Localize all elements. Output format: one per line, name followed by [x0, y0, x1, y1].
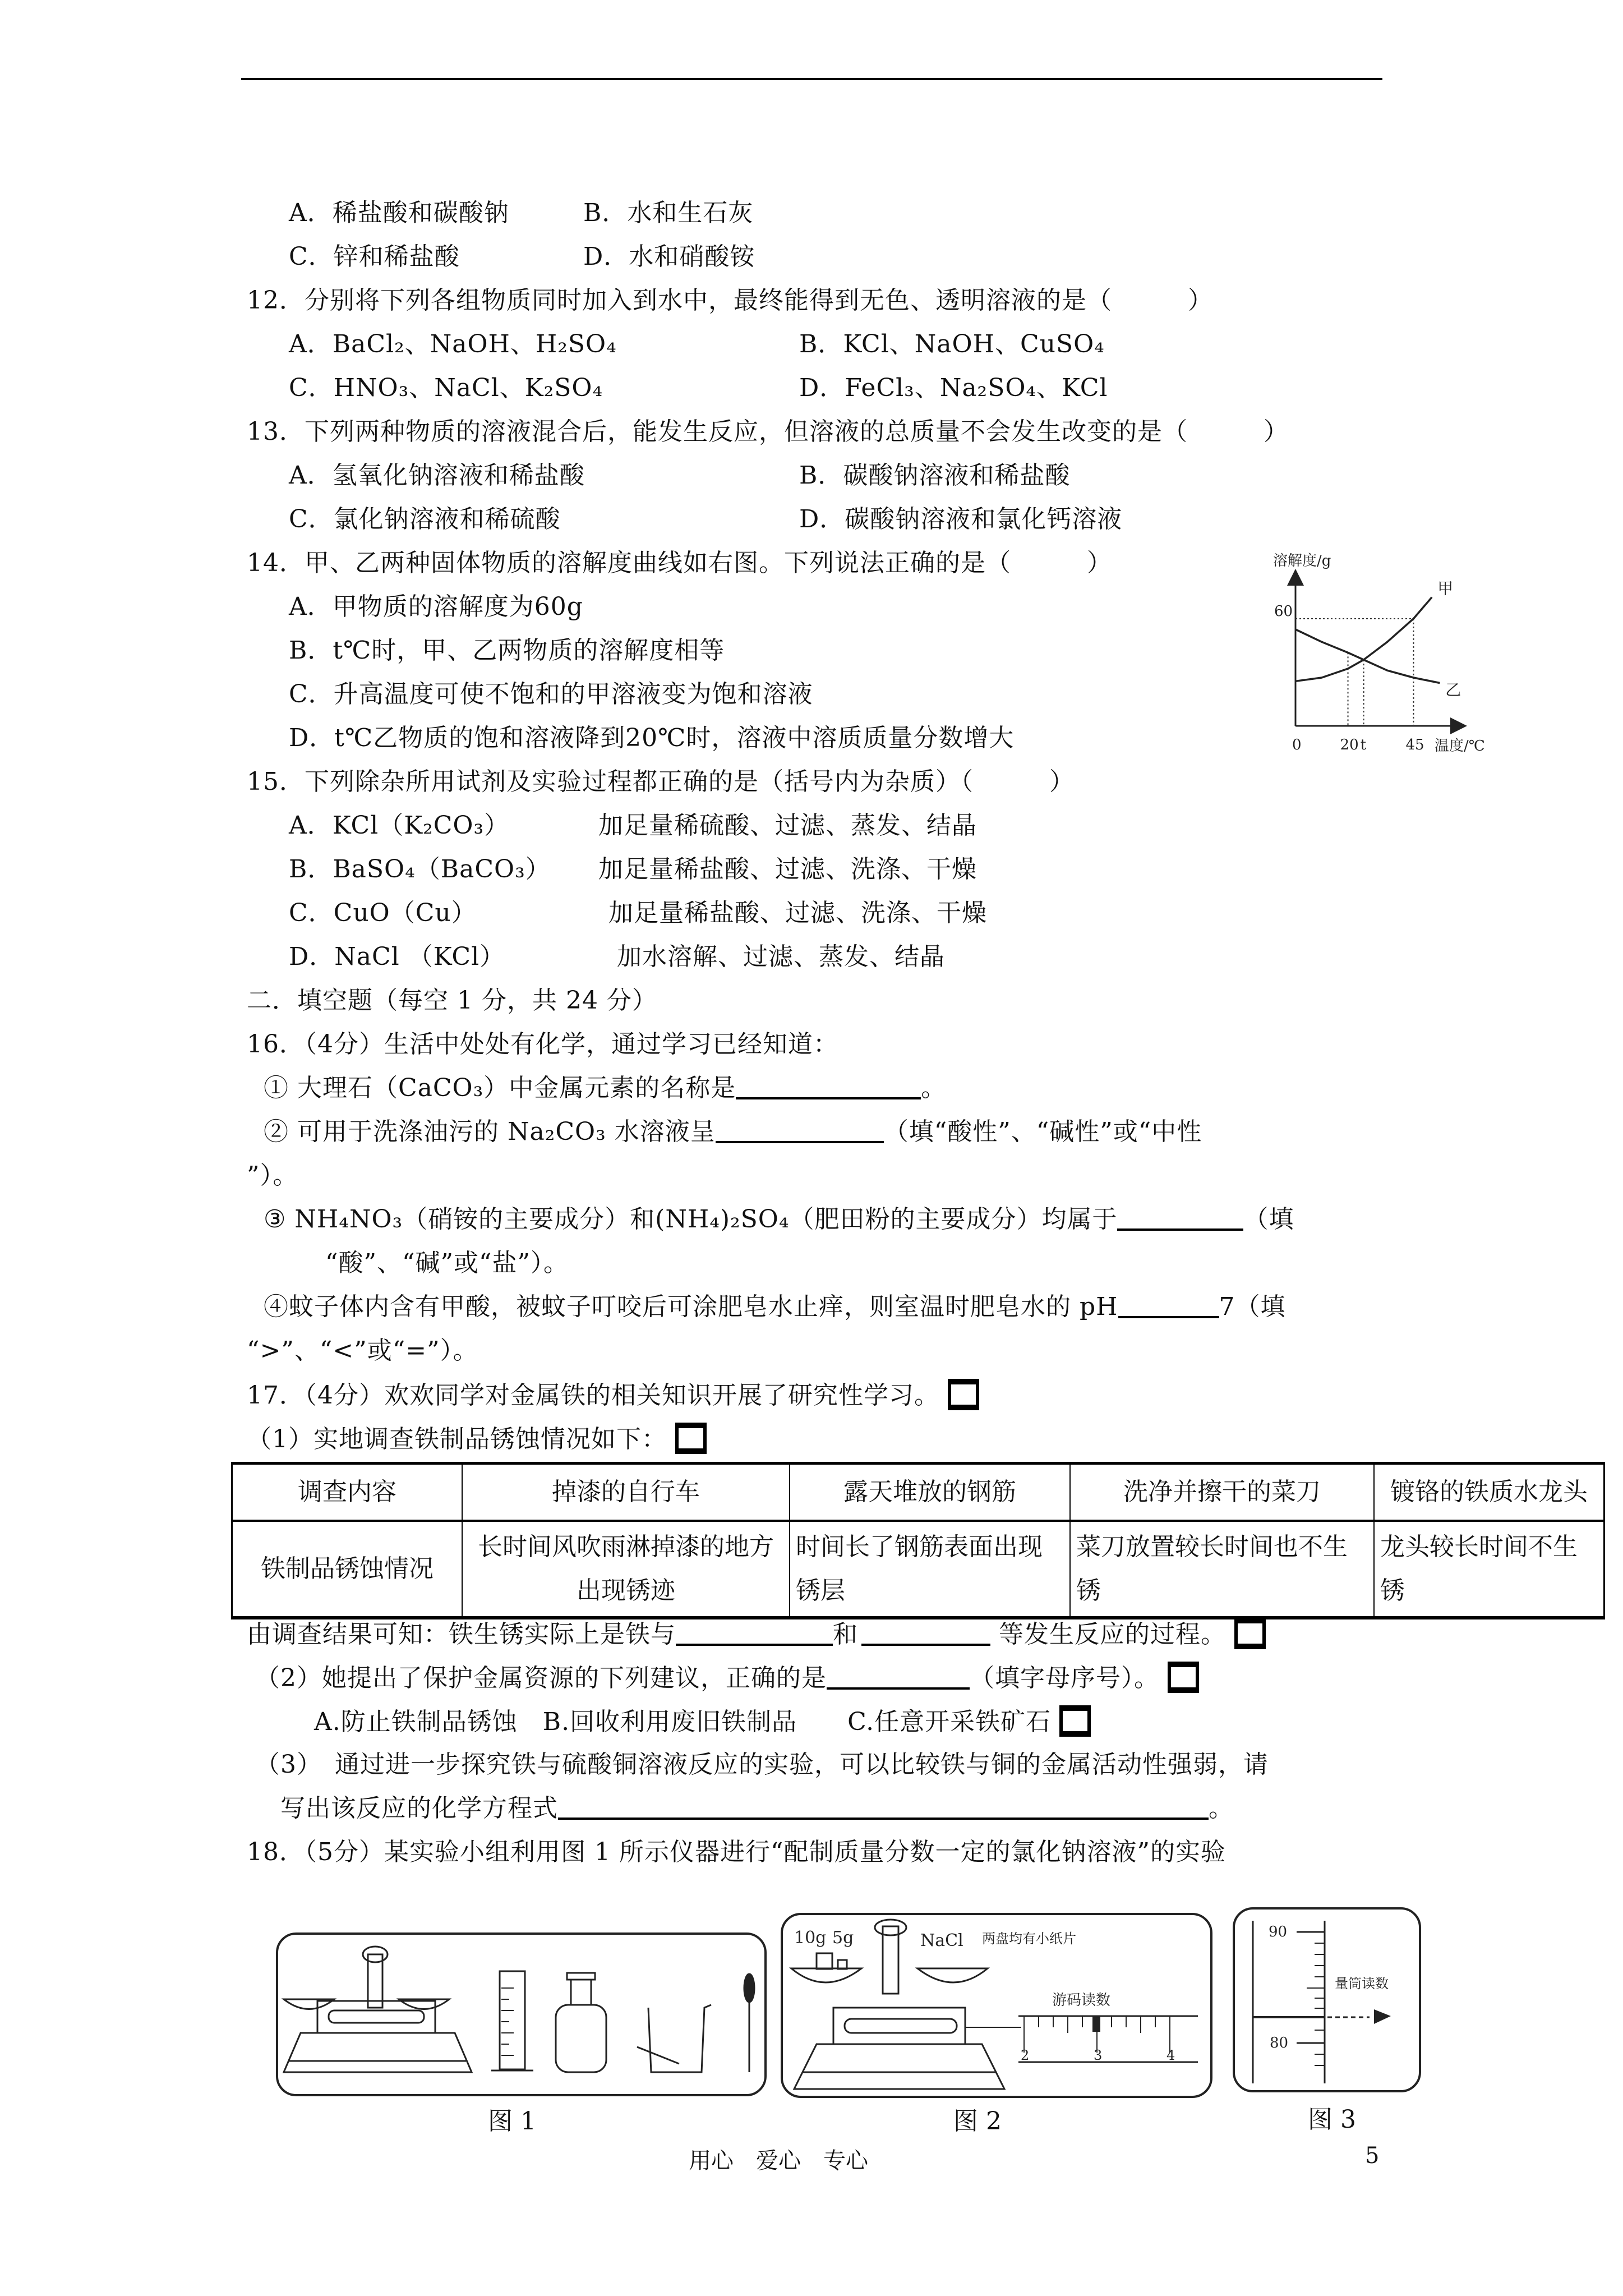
scale-80: 80 — [1270, 2035, 1289, 2051]
q17-part-3: （3） 通过进一步探究铁与硫酸铜溶液反应的实验，可以比较铁与铜的金属活动性强弱，请 — [255, 1750, 1269, 1779]
x-tick-45: 45 — [1405, 737, 1424, 753]
q16-item-3: ③ NH₄NO₃（硝铵的主要成分）和(NH₄)₂SO₄（肥田粉的主要成分）均属于 （填 — [264, 1205, 1294, 1234]
q13-option-d: D．碳酸钠溶液和氯化钙溶液 — [799, 505, 1123, 533]
q15-option-d-substance: D．NaCl （KCl） — [289, 942, 505, 971]
figure-3-caption: 图 3 — [1308, 2105, 1356, 2134]
section-heading: 二．填空题（每空 1 分，共 24 分） — [247, 986, 657, 1015]
answer-blank[interactable] — [827, 1663, 970, 1690]
answer-blank[interactable] — [676, 1619, 833, 1646]
answer-blank[interactable] — [558, 1793, 1209, 1820]
q15-option-d-method: 加水溶解、过滤、蒸发、结晶 — [617, 942, 945, 971]
rider-tick-4: 4 — [1166, 2047, 1175, 2063]
q12-option-d: D．FeCl₃、Na₂SO₄、KCl — [799, 374, 1108, 402]
answer-blank[interactable] — [716, 1116, 884, 1143]
balance-weighing-illustration — [783, 1915, 1210, 2096]
y-tick-60: 60 — [1274, 603, 1293, 620]
scale-90: 90 — [1269, 1924, 1288, 1940]
q16-item-4: ④蚊子体内含有甲酸，被蚊子叮咬后可涂肥皂水止痒，则室温时肥皂水的 pH 7（填 — [264, 1292, 1286, 1321]
nacl-label: NaCl — [920, 1931, 963, 1950]
header-rule — [241, 78, 1382, 80]
x-tick-0: 0 — [1292, 737, 1302, 753]
q12-option-a: A．BaCl₂、NaOH、H₂SO₄ — [289, 330, 617, 358]
page-number: 5 — [1365, 2143, 1380, 2169]
q18-stem: 18．（5分）某实验小组利用图 1 所示仪器进行“配制质量分数一定的氯化钠溶液”的实验 — [247, 1838, 1226, 1866]
solubility-chart — [1234, 550, 1548, 763]
q16-item-1: ① 大理石（CaCO₃）中金属元素的名称是 。 — [264, 1074, 947, 1102]
paper-note: 两盘均有小纸片 — [982, 1931, 1076, 1947]
q14-option-d: D．t℃乙物质的饱和溶液降到20℃时，溶液中溶质质量分数增大 — [289, 724, 1015, 752]
answer-blank[interactable] — [1118, 1291, 1219, 1318]
figure-1-caption: 图 1 — [488, 2107, 536, 2136]
graduated-cylinder-reading-illustration — [1235, 1910, 1419, 2090]
table-header-cell: 镀铬的铁质水龙头 — [1374, 1464, 1604, 1521]
series-label-jia: 甲 — [1437, 579, 1454, 598]
q13-option-b: B．碳酸钠溶液和稀盐酸 — [799, 461, 1071, 490]
x-axis-label: 温度/℃ — [1435, 738, 1485, 754]
q12-stem: 12．分别将下列各组物质同时加入到水中，最终能得到无色、透明溶液的是（ ） — [247, 286, 1213, 315]
q15-option-a-method: 加足量稀硫酸、过滤、蒸发、结晶 — [598, 811, 977, 840]
answer-blank[interactable] — [861, 1619, 990, 1646]
q15-option-b-substance: B．BaSO₄（BaCO₃） — [289, 855, 551, 884]
x-tick-20: 20 — [1340, 737, 1359, 753]
q11-option-a: A．稀盐酸和碳酸钠 — [289, 199, 509, 227]
table-cell: 长时间风吹雨淋掉漆的地方出现锈迹 — [462, 1521, 790, 1618]
q11-option-c: C．锌和稀盐酸 — [289, 242, 460, 271]
table-cell: 时间长了钢筋表面出现锈层 — [790, 1521, 1070, 1618]
q16-item-2-cont: ”）。 — [247, 1161, 298, 1190]
figure-1-frame — [276, 1932, 767, 2096]
rust-survey-table — [231, 1462, 1605, 1619]
y-axis-label: 溶解度/g — [1273, 553, 1331, 569]
checkbox-icon[interactable] — [948, 1379, 979, 1410]
rider-tick-3: 3 — [1094, 2047, 1103, 2063]
answer-blank[interactable] — [736, 1073, 921, 1099]
q14-option-b: B．t℃时，甲、乙两物质的溶解度相等 — [289, 636, 725, 665]
checkbox-icon[interactable] — [1059, 1705, 1091, 1737]
figure-2-frame — [781, 1913, 1212, 2098]
table-cell: 龙头较长时间不生锈 — [1374, 1521, 1604, 1618]
q16-item-2: ② 可用于洗涤油污的 Na₂CO₃ 水溶液呈 （填“酸性”、“碱性”或“中性 — [264, 1117, 1202, 1146]
table-cell: 铁制品锈蚀情况 — [232, 1521, 463, 1618]
q11-option-d: D．水和硝酸铵 — [583, 242, 755, 271]
q16-item-4-cont: “>”、“<”或“=”）。 — [247, 1336, 478, 1365]
series-label-yi: 乙 — [1445, 680, 1461, 700]
q15-option-c-method: 加足量稀盐酸、过滤、洗涤、干燥 — [608, 899, 987, 927]
q13-option-a: A．氢氧化钠溶液和稀盐酸 — [289, 461, 585, 490]
q13-stem: 13．下列两种物质的溶液混合后，能发生反应，但溶液的总质量不会发生改变的是（ ） — [247, 417, 1289, 446]
table-row — [232, 1521, 1604, 1618]
q15-option-b-method: 加足量稀盐酸、过滤、洗涤、干燥 — [598, 855, 977, 884]
q17-part-1: （1）实地调查铁制品锈蚀情况如下： — [247, 1423, 707, 1455]
q14-option-c: C．升高温度可使不饱和的甲溶液变为饱和溶液 — [289, 680, 813, 708]
table-cell: 菜刀放置较长时间也不生锈 — [1070, 1521, 1374, 1618]
q13-option-c: C．氯化钠溶液和稀硫酸 — [289, 505, 561, 533]
table-header-cell: 掉漆的自行车 — [462, 1464, 790, 1521]
eye-icon — [1374, 2009, 1391, 2024]
checkbox-icon[interactable] — [1168, 1662, 1199, 1693]
q17-part-2-options: A.防止铁制品锈蚀 B.回收利用废旧铁制品 C.任意开采铁矿石 — [314, 1705, 1091, 1738]
q12-option-b: B．KCl、NaOH、CuSO₄ — [799, 330, 1105, 358]
lab-apparatus-illustration — [278, 1935, 764, 2094]
footer-motto: 用心 爱心 专心 — [689, 2148, 868, 2174]
table-header-cell: 调查内容 — [232, 1464, 463, 1521]
q15-stem: 15．下列除杂所用试剂及实验过程都正确的是（括号内为杂质）（ ） — [247, 767, 1075, 796]
q17-stem: 17．（4分）欢欢同学对金属铁的相关知识开展了研究性学习。 — [247, 1379, 979, 1411]
answer-blank[interactable] — [1117, 1204, 1243, 1231]
x-tick-t: t — [1360, 737, 1367, 753]
q16-stem: 16．（4分）生活中处处有化学，通过学习已经知道： — [247, 1030, 838, 1059]
q17-conclusion: 由调查结果可知：铁生锈实际上是铁与 和 等发生反应的过程。 — [247, 1618, 1266, 1650]
reading-label: 量筒读数 — [1335, 1976, 1389, 1991]
q16-item-3-cont: “酸”、“碱”或“盐”）。 — [325, 1249, 569, 1277]
figure-3-frame — [1233, 1907, 1421, 2092]
rider-reading-label: 游码读数 — [1052, 1992, 1111, 2009]
rider-tick-2: 2 — [1021, 2047, 1030, 2063]
weight-label-5g: 5g — [832, 1928, 854, 1948]
q12-option-c: C．HNO₃、NaCl、K₂SO₄ — [289, 374, 603, 402]
table-header-cell: 露天堆放的钢筋 — [790, 1464, 1070, 1521]
q17-part-3-equation: 写出该反应的化学方程式 。 — [280, 1794, 1234, 1823]
checkbox-icon[interactable] — [675, 1423, 707, 1454]
q15-option-c-substance: C．CuO（Cu） — [289, 899, 477, 927]
table-header-row — [232, 1464, 1604, 1521]
weight-label-10g: 10g — [794, 1928, 827, 1948]
q11-option-b: B．水和生石灰 — [583, 199, 754, 227]
figure-2-caption: 图 2 — [953, 2107, 1002, 2136]
q14-option-a: A．甲物质的溶解度为60g — [289, 592, 583, 621]
q14-stem: 14．甲、乙两种固体物质的溶解度曲线如右图。下列说法正确的是（ ） — [247, 549, 1112, 577]
q17-part-2: （2）她提出了保护金属资源的下列建议，正确的是 （填字母序号）。 — [255, 1662, 1199, 1694]
checkbox-icon[interactable] — [1234, 1618, 1266, 1649]
table-header-cell: 洗净并擦干的菜刀 — [1070, 1464, 1374, 1521]
q15-option-a-substance: A．KCl（K₂CO₃） — [289, 811, 510, 840]
